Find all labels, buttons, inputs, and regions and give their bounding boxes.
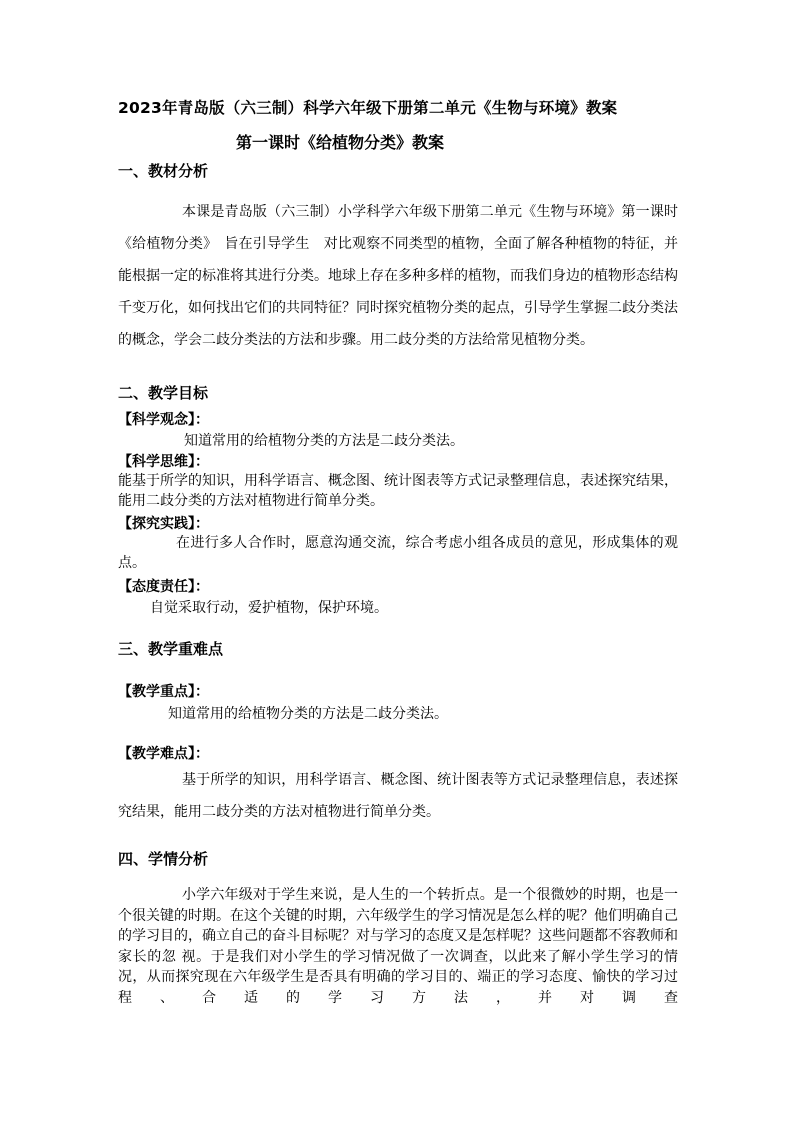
textbook-analysis-paragraph: 本课是青岛版（六三制）小学科学六年级下册第二单元《生物与环境》第一课时《给植物分类》 旨在引导学生 对比观察不同类型的植物，全面了解各种植物的特征，并能根据一定的标准将其进行分类。地球上存在多种多样的植物，而我们身边的植物形态结构千变万化，如何找出它们的共同特征？同时探究植物分类的起点，引导学生掌握二歧分类法的概念，学会二歧分类法的方法和步骤。用二歧分类的方法给常见植物分类。 [118, 204, 678, 348]
difficult-point-label: 【教学难点】： [118, 746, 209, 762]
section-heading-teaching-goals: 二、教学目标 [118, 384, 209, 402]
goal-text-attitude-responsibility: 自觉采取行动，爱护植物，保护环境。 [150, 600, 388, 616]
section-heading-textbook-analysis: 一、教材分析 [118, 162, 209, 180]
goal-label-scientific-concept: 【科学观念】： [118, 412, 209, 428]
student-analysis-paragraph: 小学六年级对于学生来说，是人生的一个转折点。是一个很微妙的时期，也是一个很关键的时期。在这个关键的时期，六年级学生的学习情况是怎么样的呢？他们明确自己的学习目的，确立自己的奋斗目标呢？对与学习的态度又是怎样呢？这些问题都不容教师和家长的忽 视。于是我们对小学生的学习情况做了一次调查，以此来了解小学生学习的情况，从而探究现在六年级学生是否具有明确的学习目的、端正的学习态度、愉快的学习过程、合适的学习方法，并对调查 [118, 887, 678, 1006]
section-heading-key-difficult-points: 三、教学重难点 [118, 640, 224, 658]
difficult-point-text: 基于所学的知识，用科学语言、概念图、统计图表等方式记录整理信息，表述探究结果，能用二歧分类的方法对植物进行简单分类。 [118, 772, 678, 820]
document-title: 2023年青岛版（六三制）科学六年级下册第二单元《生物与环境》教案 [118, 99, 618, 117]
goal-text-scientific-thinking: 能基于所学的知识，用科学语言、概念图、统计图表等方式记录整理信息，表述探究结果，能用二歧分类的方法对植物进行简单分类。 [118, 473, 678, 509]
goal-label-scientific-thinking: 【科学思维】： [118, 454, 209, 470]
goal-text-scientific-concept: 知道常用的给植物分类的方法是二歧分类法。 [184, 433, 464, 449]
goal-label-inquiry-practice: 【探究实践】： [118, 516, 209, 532]
key-point-label: 【教学重点】： [118, 684, 209, 700]
section-heading-student-analysis: 四、学情分析 [118, 850, 209, 868]
lesson-title: 第一课时《给植物分类》教案 [236, 133, 445, 152]
key-point-text: 知道常用的给植物分类的方法是二歧分类法。 [168, 706, 448, 722]
goal-label-attitude-responsibility: 【态度责任】： [118, 579, 209, 595]
goal-text-inquiry-practice: 在进行多人合作时，愿意沟通交流，综合考虑小组各成员的意见，形成集体的观点。 [118, 535, 678, 571]
